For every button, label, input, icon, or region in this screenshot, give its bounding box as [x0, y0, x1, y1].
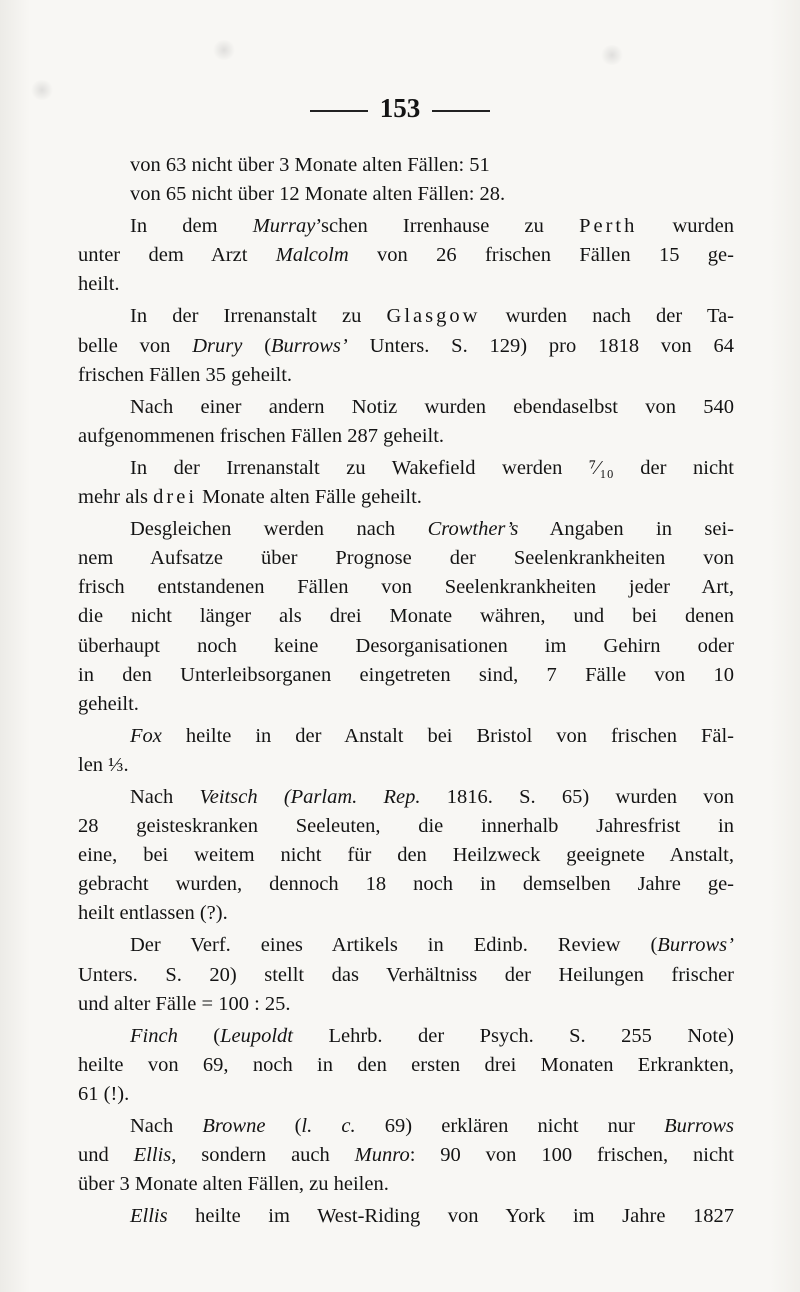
text-segment: heilt entlassen (?). — [78, 902, 228, 925]
text-line — [78, 690, 734, 719]
text-segment: heilt. — [78, 273, 120, 296]
italic-text: Malcolm — [275, 244, 349, 267]
text-segment: Unters. S. 20) stellt das Verhältniss der Heilungen frischer — [78, 963, 734, 986]
paragraph — [78, 931, 734, 1018]
italic-text: Burrows’ — [271, 334, 348, 357]
text-segment: von 26 frischen Fällen 15 ge- — [348, 244, 734, 267]
text-segment: unter dem Arzt — [78, 244, 276, 267]
text-segment: In der Irrenanstalt zu — [130, 305, 387, 328]
text-segment: gebracht wurden, dennoch 18 noch in demselben Jahre ge- — [78, 873, 734, 896]
text-line — [78, 212, 734, 241]
text-segment: eine, bei weitem nicht für den Heilzweck geeignete Anstalt, — [78, 844, 734, 867]
text-segment: , sondern auch — [171, 1144, 355, 1167]
text-line — [78, 870, 734, 899]
text-line — [78, 1141, 734, 1170]
text-line — [78, 1112, 734, 1141]
text-line — [78, 1080, 734, 1109]
italic-text: Veitsch (Parlam. Rep. — [199, 785, 421, 808]
text-line — [78, 1170, 734, 1199]
italic-text: Finch — [130, 1024, 178, 1047]
paragraph — [78, 1022, 734, 1109]
italic-text: Murray — [252, 215, 316, 238]
text-line — [78, 661, 734, 690]
text-segment: aufgenommenen frischen Fällen 287 geheilt. — [78, 424, 445, 447]
text-line — [78, 241, 734, 270]
text-line — [78, 270, 734, 299]
text-line — [78, 990, 734, 1019]
text-segment: Nach — [130, 1115, 203, 1137]
paragraph — [78, 783, 734, 928]
text-segment: Angaben in sei- — [518, 518, 734, 541]
italic-text: Fox — [130, 724, 162, 747]
header-rule-left — [310, 110, 368, 112]
text-line — [78, 151, 734, 180]
text-segment: 28 geisteskranken Seeleuten, die innerhalb Jahresfrist in — [78, 815, 734, 838]
text-segment: Der Verf. eines Artikels in Edinb. Review ( — [130, 934, 658, 957]
spaced-text: drei — [153, 486, 198, 509]
italic-text: l. c. — [301, 1115, 356, 1137]
text-segment: frisch entstandenen Fällen von Seelenkrankheiten jeder Art, — [78, 576, 734, 599]
paragraph-gap — [78, 1231, 734, 1234]
text-segment: mehr als — [78, 486, 154, 509]
text-line — [78, 783, 734, 812]
page-number: 153 — [379, 93, 421, 123]
text-line — [78, 961, 734, 990]
italic-text: Crowther’s — [427, 518, 519, 541]
text-line — [78, 1051, 734, 1080]
text-segment: geheilt. — [78, 692, 139, 715]
text-line — [78, 1022, 734, 1051]
paragraph — [78, 1112, 734, 1199]
italic-text: Burrows’ — [657, 934, 734, 957]
italic-text: Leupoldt — [220, 1024, 294, 1047]
paragraph — [78, 515, 734, 719]
italic-text: Browne — [202, 1115, 266, 1137]
italic-text: Ellis — [133, 1144, 172, 1167]
italic-text: Munro — [354, 1144, 410, 1167]
text-segment: von 65 nicht über 12 Monate alten Fällen: 28. — [130, 183, 506, 206]
text-line — [78, 1202, 734, 1231]
paragraph — [78, 722, 734, 780]
text-segment: und alter Fälle = 100 : 25. — [78, 992, 291, 1015]
text-segment: heilte von 69, noch in den ersten drei Monaten Erkrankten, — [78, 1053, 734, 1076]
paragraph — [78, 302, 734, 389]
text-line — [78, 812, 734, 841]
text-line — [78, 899, 734, 928]
text-segment: in den Unterleibsorganen eingetreten sind, 7 Fälle von 10 — [78, 663, 734, 686]
text-segment: ( — [177, 1024, 221, 1047]
text-segment: von 63 nicht über 3 Monate alten Fällen: 51 — [130, 154, 490, 176]
text-segment: überhaupt noch keine Desorganisationen im Gehirn oder — [78, 634, 734, 657]
text-line — [78, 332, 734, 361]
text-segment: frischen Fällen 35 geheilt. — [78, 363, 293, 386]
text-segment: wurden nach der Ta- — [480, 305, 734, 328]
paper-stain — [212, 40, 236, 60]
text-segment: Unters. S. 129) pro 1818 von 64 — [347, 334, 734, 357]
text-segment: ( — [242, 334, 272, 357]
text-segment: nem Aufsatze über Prognose der Seelenkrankheiten von — [78, 547, 734, 570]
text-segment: über 3 Monate alten Fällen, zu heilen. — [78, 1173, 389, 1196]
text-line — [78, 483, 734, 512]
paragraph — [78, 1202, 734, 1231]
text-line — [78, 544, 734, 573]
text-segment: 1816. S. 65) wurden von — [420, 785, 734, 808]
text-segment: die nicht länger als drei Monate währen, und bei denen — [78, 605, 734, 628]
text-line — [78, 573, 734, 602]
text-segment: Monate alten Fälle geheilt. — [197, 486, 422, 509]
text-segment: heilte im West-Riding von York im Jahre 1827 — [167, 1205, 734, 1228]
text-segment: Nach — [130, 785, 200, 808]
page-header — [0, 92, 800, 124]
text-line — [78, 602, 734, 631]
paragraph — [78, 393, 734, 451]
text-line — [78, 393, 734, 422]
text-line — [78, 751, 734, 780]
paper-stain — [600, 45, 624, 65]
text-segment: wurden — [637, 215, 734, 238]
text-segment: Desgleichen werden nach — [130, 518, 428, 541]
text-segment: len ⅓. — [78, 753, 129, 776]
text-segment: und — [78, 1144, 134, 1167]
text-segment: In dem — [130, 215, 253, 238]
text-segment: belle von — [78, 334, 193, 357]
text-line — [78, 422, 734, 451]
italic-text: Burrows — [664, 1115, 734, 1137]
paragraph — [78, 212, 734, 299]
italic-text: Drury — [192, 334, 243, 357]
header-rule-right — [432, 110, 490, 112]
spaced-text: Perth — [579, 215, 638, 238]
text-segment: ’schen Irrenhause zu — [315, 215, 580, 238]
text-segment: 69) erklären nicht nur — [355, 1115, 665, 1137]
text-line — [78, 180, 734, 209]
text-segment: : 90 von 100 frischen, nicht — [409, 1144, 734, 1167]
text-segment: Nach einer andern Notiz wurden ebendaselbst von 540 — [130, 395, 734, 418]
text-line — [78, 722, 734, 751]
text-line — [78, 454, 734, 483]
text-line — [78, 515, 734, 544]
body-text — [78, 151, 734, 1234]
text-segment: ( — [265, 1115, 302, 1137]
text-segment: Lehrb. der Psych. S. 255 Note) — [293, 1024, 734, 1047]
text-line — [78, 361, 734, 390]
text-line — [78, 632, 734, 661]
text-line — [78, 302, 734, 331]
italic-text: Ellis — [130, 1205, 168, 1228]
text-line — [78, 931, 734, 960]
text-segment: heilte in der Anstalt bei Bristol von frischen Fäl- — [161, 724, 734, 747]
paragraph — [78, 151, 734, 209]
text-line — [78, 841, 734, 870]
text-segment: 61 (!). — [78, 1082, 130, 1105]
text-segment: In der Irrenanstalt zu Wakefield werden ⁷⁄₁₀ der nicht — [130, 456, 734, 479]
spaced-text: Glasgow — [386, 305, 481, 328]
paragraph — [78, 454, 734, 512]
